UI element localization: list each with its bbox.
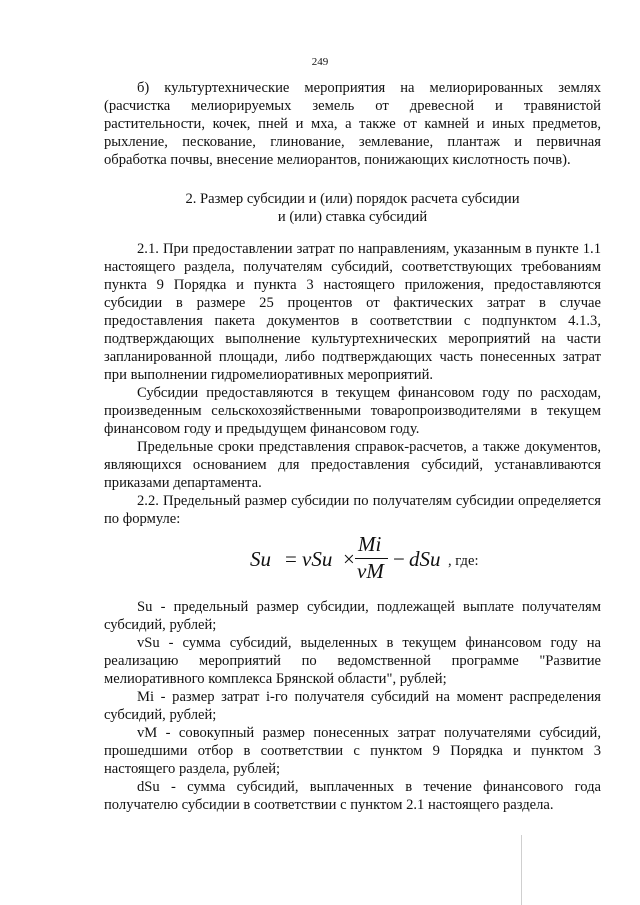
paragraph-2-2: 2.2. Предельный размер субсидии по получателям субсидии определяется по формуле: — [104, 493, 601, 527]
paragraph-subsidies-period: Субсидии предоставляются в текущем финансовом году по расходам, произведенным сельскохозяйственными товаропроизводителями в текущем финансовом году и предыдущем финансовом году. — [104, 385, 601, 437]
formula-term-vsu: vSu — [302, 547, 333, 571]
subsidy-formula — [0, 532, 640, 584]
section-title — [104, 190, 601, 226]
formula-equals: = — [285, 547, 297, 571]
intro-block — [104, 79, 601, 169]
formula-minus: − — [393, 547, 405, 571]
definitions-block — [104, 598, 601, 814]
formula-numerator: Mi — [358, 532, 382, 556]
definition-vsu: vSu - сумма субсидий, выделенных в текущем финансовом году на реализацию мероприятий по ведомственной программе "Развитие мелиоративного комплекса Брянской области", рублей; — [104, 635, 601, 687]
section-body — [104, 240, 601, 528]
section-title-line-2: и (или) ставка субсидий — [277, 209, 428, 225]
scan-edge-line — [521, 835, 522, 905]
formula-lhs: Su — [250, 547, 271, 571]
page-number: 249 — [311, 56, 329, 68]
intro-paragraph-b: б) культуртехнические мероприятия на мелиорированных землях (расчистка мелиорируемых земель от древесной и травянистой растительности, кочек, пней и мха, а также от камней и иных предметов, рыхление, пескование, глинование, землевание, плантаж и первичная обработка почвы, внесение мелиорантов, понижающих кислотность почв). — [104, 80, 601, 168]
formula-denominator: vM — [357, 559, 384, 583]
paragraph-deadlines: Предельные сроки представления справок-расчетов, а также документов, являющихся основанием для предоставления субсидий, устанавливаются приказами департамента. — [104, 439, 601, 491]
formula-term-dsu: dSu — [409, 547, 441, 571]
paragraph-2-1: 2.1. При предоставлении затрат по направлениям, указанным в пункте 1.1 настоящего раздела, получателям субсидий, соответствующих требованиям пункта 9 Порядка и пункта 3 настоящего приложения, предоставляются субсидии в размере 25 процентов от фактических затрат в случае предоставления пакета документов в соответствии с подпунктом 4.1.3, подтверждающих выполнение культуртехнических мероприятий на части запланированной площади, либо подтверждающих часть понесенных затрат при выполнении гидромелиоративных мероприятий. — [104, 241, 601, 383]
definition-mi: Mi - размер затрат i-го получателя субсидий на момент распределения субсидий, рублей; — [104, 689, 601, 723]
formula-suffix: , где: — [448, 553, 479, 569]
definition-dsu: dSu - сумма субсидий, выплаченных в течение финансового года получателю субсидии в соответствии с пунктом 2.1 настоящего раздела. — [104, 779, 601, 813]
formula-times: × — [343, 547, 355, 571]
definition-su: Su - предельный размер субсидии, подлежащей выплате получателям субсидий, рублей; — [104, 599, 601, 633]
definition-vm: vM - совокупный размер понесенных затрат получателями субсидий, прошедшими отбор в соответствии с пунктом 9 Порядка и пунктом 3 настоящего раздела, рублей; — [104, 725, 601, 777]
section-title-line-1: 2. Размер субсидии и (или) порядок расчета субсидии — [185, 191, 520, 207]
